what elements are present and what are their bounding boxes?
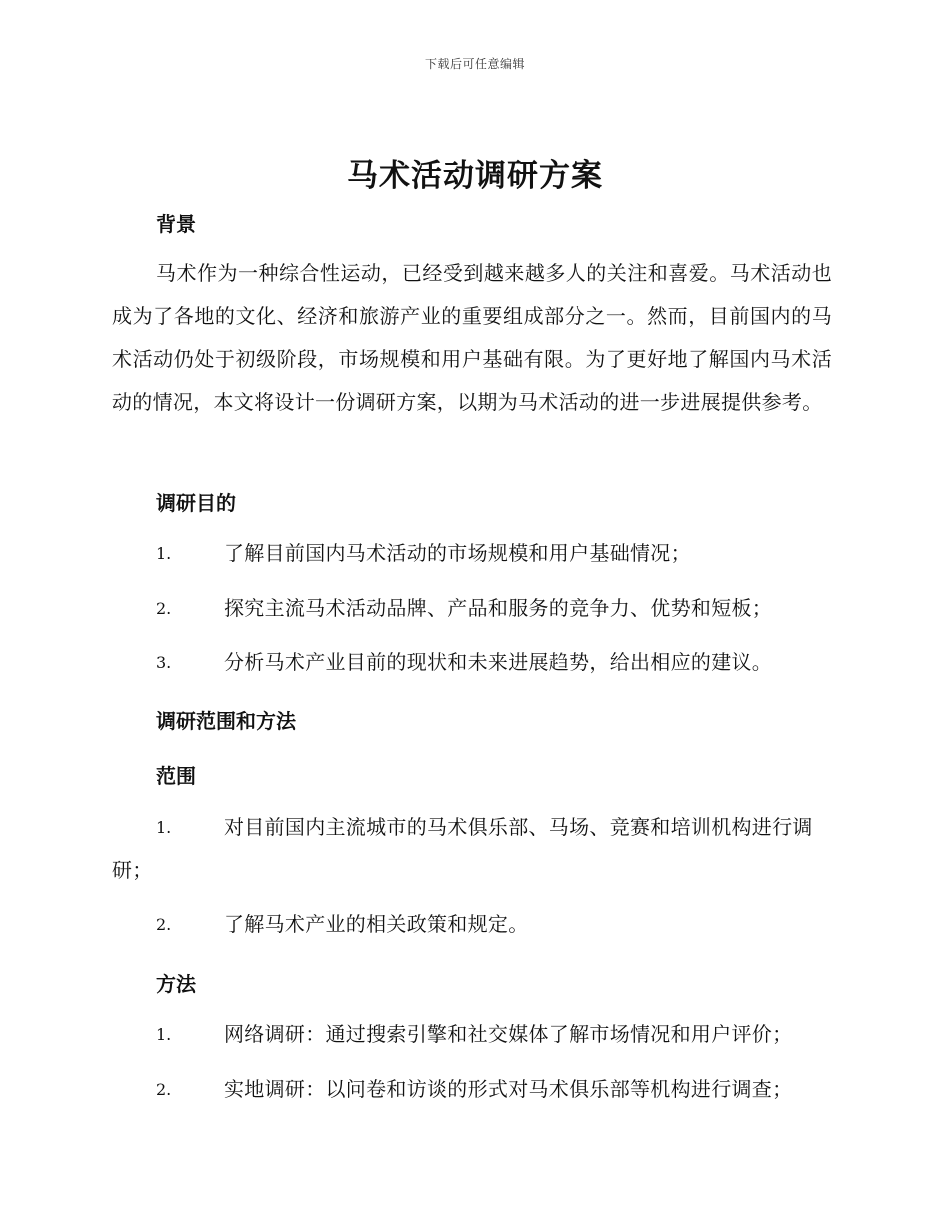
list-text: 了解目前国内马术活动的市场规模和用户基础情况；	[224, 541, 691, 565]
list-number: 2.	[156, 915, 172, 934]
list-text: 实地调研：以问卷和访谈的形式对马术俱乐部等机构进行调查；	[224, 1077, 793, 1101]
heading-method: 方法	[156, 972, 196, 996]
purpose-item-3	[112, 641, 832, 684]
heading-scope-method: 调研范围和方法	[156, 709, 296, 733]
list-number: 2.	[156, 1080, 172, 1099]
list-number: 1.	[156, 1025, 172, 1044]
list-number: 3.	[156, 653, 172, 672]
method-item-1	[112, 1013, 832, 1056]
header-note: 下载后可任意编辑	[424, 57, 525, 71]
list-text: 对目前国内主流城市的马术俱乐部、马场、竞赛和培训机构进行调研；	[112, 815, 813, 882]
purpose-item-2	[112, 587, 832, 630]
background-paragraph: 马术作为一种综合性运动，已经受到越来越多人的关注和喜爱。马术活动也成为了各地的文化、经济和旅游产业的重要组成部分之一。然而，目前国内的马术活动仍处于初级阶段，市场规模和用户基础有限。为了更好地了解国内马术活动的情况，本文将设计一份调研方案，以期为马术活动的进一步进展提供参考。	[112, 261, 832, 414]
list-text: 了解马术产业的相关政策和规定。	[224, 912, 529, 936]
purpose-item-1	[112, 532, 832, 575]
heading-scope: 范围	[156, 764, 196, 788]
method-item-2	[112, 1068, 832, 1111]
list-text: 探究主流马术活动品牌、产品和服务的竞争力、优势和短板；	[224, 596, 773, 620]
heading-background: 背景	[156, 212, 196, 236]
list-number: 1.	[156, 544, 172, 563]
scope-item-2	[112, 903, 832, 946]
page-title: 马术活动调研方案	[347, 158, 603, 194]
list-text: 网络调研：通过搜索引擎和社交媒体了解市场情况和用户评价；	[224, 1022, 793, 1046]
list-text: 分析马术产业目前的现状和未来进展趋势，给出相应的建议。	[224, 650, 773, 674]
list-number: 1.	[156, 818, 172, 837]
list-number: 2.	[156, 599, 172, 618]
heading-purpose: 调研目的	[156, 491, 236, 515]
scope-item-1	[112, 806, 832, 892]
